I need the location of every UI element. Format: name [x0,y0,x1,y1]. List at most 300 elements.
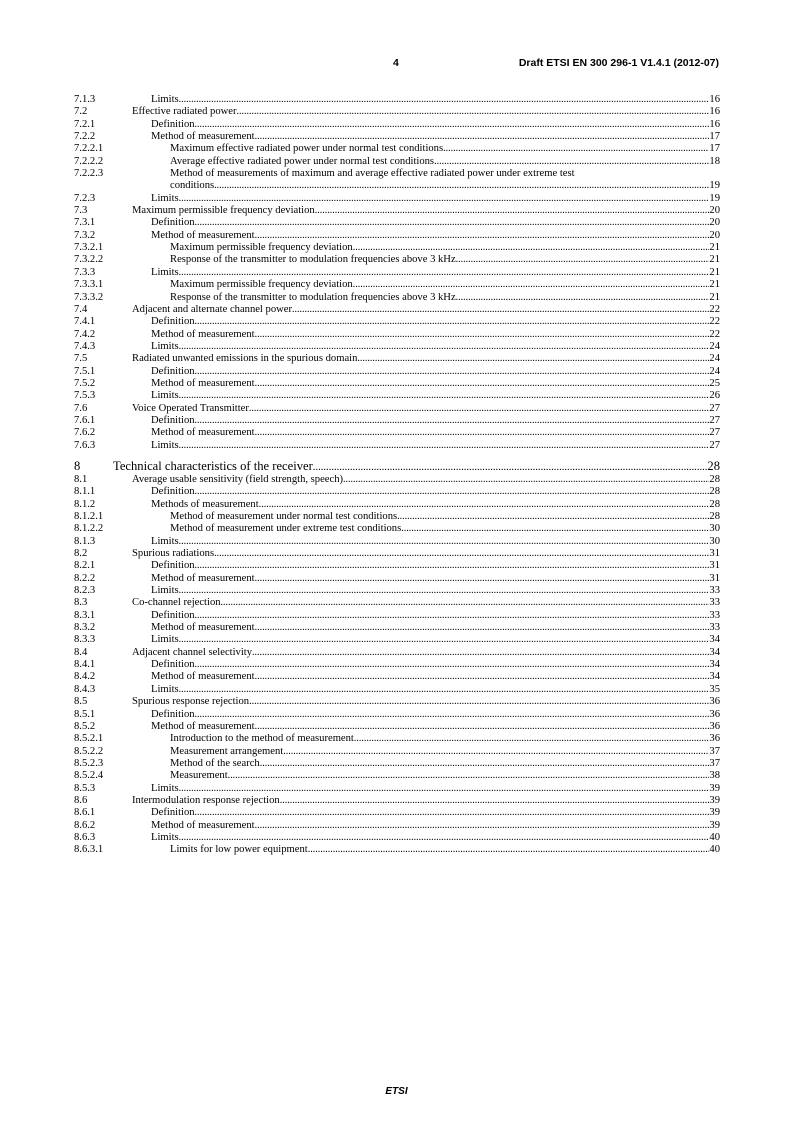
toc-entry-line [74,560,720,572]
toc-section-number: 7.6.1 [74,414,96,426]
toc-entry[interactable] [74,709,720,721]
toc-page-number: 22 [709,328,720,340]
toc-entry-line [74,783,720,795]
toc-title: Limits [151,266,179,278]
toc-entry[interactable] [74,585,720,597]
toc-section-number: 8.5.2.3 [74,757,104,769]
toc-section-number: 7.1.3 [74,94,96,105]
toc-section-number: 7.2.2.2 [74,155,104,167]
toc-section-number: 7.3 [74,205,88,217]
toc-entry[interactable] [74,820,720,832]
toc-entry[interactable] [74,119,720,131]
toc-section-number: 7.4.3 [74,340,96,352]
toc-page-number: 40 [709,844,720,856]
toc-dot-leader [195,659,710,671]
toc-title: Definition [151,365,195,377]
toc-section-number: 8.5.1 [74,708,96,720]
toc-entry[interactable] [74,217,720,229]
toc-dot-leader [255,820,710,832]
toc-entry[interactable] [74,94,720,106]
toc-page-number: 30 [709,523,720,535]
toc-entry-line [74,403,720,415]
toc-page-number: 38 [709,770,720,782]
toc-dot-leader [195,217,710,229]
toc-page-number: 21 [709,242,720,254]
toc-page-number: 34 [709,634,720,646]
toc-title: Introduction to the method of measurement [170,733,354,745]
toc-page-number: 19 [709,192,720,204]
toc-section-number: 7.3.2.2 [74,254,104,266]
toc-entry[interactable] [74,807,720,819]
toc-entry[interactable] [74,671,720,683]
toc-entry-line [74,795,720,807]
toc-section-number: 7.2.2.1 [74,143,104,155]
toc-entry-line [74,807,720,819]
toc-page-number: 21 [709,266,720,278]
toc-section-number: 8.4.3 [74,683,96,695]
toc-entry-line [74,659,720,671]
toc-dot-leader [179,585,710,597]
toc-title: Definition [151,659,195,671]
toc-title: Limits [151,390,179,402]
toc-page-number: 27 [709,402,720,414]
toc-section-number: 8.6 [74,794,88,806]
toc-entry-line [74,733,720,745]
toc-title: Method of measurement under extreme test conditions [170,523,402,535]
toc-entry[interactable] [74,696,720,708]
toc-entry[interactable] [74,474,720,486]
toc-section-number: 7.2.1 [74,118,96,130]
toc-title: Method of measurement [151,427,255,439]
toc-entry[interactable] [74,242,720,254]
toc-title: Limits [151,94,179,105]
toc-page-number: 24 [709,365,720,377]
toc-page-number: 20 [709,229,720,241]
toc-title: Maximum permissible frequency deviation [170,242,353,254]
toc-title: Spurious radiations [132,548,215,560]
toc-page-number: 27 [709,427,720,439]
toc-section-number: 7.4.1 [74,316,96,328]
toc-page-number: 31 [709,548,720,560]
toc-page-number: 33 [709,597,720,609]
toc-title: Limits [151,585,179,597]
toc-title: conditions [170,180,215,192]
toc-entry[interactable] [74,634,720,646]
toc-section-number: 8.4.1 [74,659,96,671]
toc-title: Method of measurement [151,229,255,241]
toc-entry-line [74,684,720,696]
toc-section-number: 8.3.2 [74,622,96,634]
toc-dot-leader [179,536,710,548]
toc-dot-leader [308,844,710,856]
toc-title: Method of measurement [151,671,255,683]
toc-entry-line [74,696,720,708]
toc-entry[interactable] [74,304,720,316]
toc-entry-line [74,143,720,155]
toc-dot-leader [179,684,710,696]
toc-entry-line [74,366,720,378]
toc-entry-line [74,647,720,659]
toc-dot-leader [214,180,709,192]
toc-title: Limits [151,831,179,843]
toc-entry[interactable] [74,279,720,291]
toc-page-number: 36 [709,720,720,732]
toc-section-number: 8.5.3 [74,782,96,794]
toc-dot-leader [252,647,709,659]
toc-dot-leader [434,156,709,168]
toc-dot-leader [255,622,710,634]
toc-dot-leader [221,597,710,609]
toc-title: Definition [151,118,195,130]
toc-section-number: 7.3.3 [74,266,96,278]
toc-entry-line [74,230,720,242]
toc-title: Limits [151,535,179,547]
toc-dot-leader [397,511,709,523]
toc-entry-line [74,709,720,721]
toc-page-number: 39 [709,782,720,794]
toc-entry-line [74,106,720,118]
toc-entry-line [74,548,720,560]
toc-page-number: 36 [709,708,720,720]
toc-section-number: 7.2 [74,106,88,118]
toc-page-number: 21 [709,254,720,266]
toc-title: Response of the transmitter to modulation frequencies above 3 kHz [170,291,456,303]
toc-entry[interactable] [74,647,720,659]
toc-entry[interactable] [74,733,720,745]
toc-dot-leader [292,304,709,316]
toc-entry[interactable] [74,267,720,279]
toc-title: Voice Operated Transmitter [132,402,249,414]
toc-section-number: 8.2.1 [74,560,96,572]
toc-entry[interactable] [74,548,720,560]
toc-dot-leader [179,783,710,795]
toc-title: Adjacent and alternate channel power [132,303,293,315]
toc-entry[interactable] [74,292,720,304]
toc-entry-line [74,585,720,597]
toc-entry[interactable] [74,523,720,535]
toc-title: Methods of measurement [151,498,259,510]
toc-entry[interactable] [74,440,720,452]
toc-page-number: 16 [709,106,720,118]
toc-page-number: 37 [709,757,720,769]
toc-title: Average usable sensitivity (field strength, speech) [132,473,344,485]
toc-page-number: 18 [709,155,720,167]
toc-section-number: 8.1.1 [74,486,96,498]
toc-page-number: 31 [709,560,720,572]
toc-entry-line [74,341,720,353]
toc-dot-leader [214,548,709,560]
toc-title: Limits [151,634,179,646]
toc-dot-leader [280,795,710,807]
toc-section-number: 8.1.3 [74,535,96,547]
toc-title: Definition [151,316,195,328]
toc-entry[interactable] [74,597,720,609]
toc-entry-line [74,119,720,131]
toc-entry[interactable] [74,684,720,696]
toc-dot-leader [456,292,710,304]
toc-page-number: 40 [709,831,720,843]
toc-page-number: 20 [709,205,720,217]
toc-page-number: 19 [709,180,720,192]
toc-entry-line [74,180,720,192]
toc-section-number: 7.3.3.2 [74,291,104,303]
toc-entry[interactable] [74,403,720,415]
toc-dot-leader [249,403,710,415]
toc-entry[interactable] [74,746,720,758]
toc-dot-leader [353,279,710,291]
toc-dot-leader [179,267,710,279]
toc-page-number: 35 [709,683,720,695]
toc-entry[interactable] [74,378,720,390]
toc-entry[interactable] [74,721,720,733]
toc-entry-line [74,622,720,634]
toc-entry[interactable] [74,536,720,548]
toc-page-number: 28 [709,473,720,485]
toc-page-number: 39 [709,807,720,819]
toc-page-number: 33 [709,585,720,597]
toc-entry[interactable] [74,499,720,511]
toc-entry-line [74,390,720,402]
toc-dot-leader [195,366,710,378]
toc-section-number: 7.5.1 [74,365,96,377]
toc-section-number: 7.3.1 [74,217,96,229]
document-title: Draft ETSI EN 300 296-1 V1.4.1 (2012-07) [518,57,719,69]
toc-page-number: 33 [709,622,720,634]
toc-title: Definition [151,807,195,819]
toc-entry[interactable] [74,795,720,807]
toc-entry-line [74,254,720,266]
toc-entry[interactable] [74,486,720,498]
toc-entry[interactable] [74,610,720,622]
toc-dot-leader [179,440,710,452]
page-footer: ETSI [385,1086,408,1097]
toc-page-number: 34 [709,646,720,658]
toc-entry[interactable] [74,353,720,365]
toc-entry-line [74,610,720,622]
toc-title: Limits [151,192,179,204]
toc-entry[interactable] [74,366,720,378]
toc-section-number: 8.2.2 [74,572,96,584]
toc-dot-leader [195,560,710,572]
toc-title: Adjacent channel selectivity [132,646,253,658]
toc-entry-line [74,758,720,770]
toc-title: Limits [151,782,179,794]
toc-page-number: 27 [709,439,720,451]
toc-entry[interactable] [74,783,720,795]
page-number: 4 [393,57,399,69]
toc-section-number: 8.1.2.1 [74,511,104,522]
toc-title: Spurious response rejection [132,696,250,708]
toc-title: Definition [151,217,195,229]
toc-entry-line [74,634,720,646]
toc-entry-line [74,844,720,856]
toc-page-number: 28 [709,511,720,522]
toc-page-number: 30 [709,535,720,547]
toc-section-number: 8.3 [74,597,88,609]
toc-entry[interactable] [74,205,720,217]
toc-entry[interactable] [74,622,720,634]
toc-title: Definition [151,609,195,621]
toc-entry-line [74,242,720,254]
toc-title: Method of measurement [151,622,255,634]
toc-dot-leader [195,610,710,622]
toc-dot-leader [260,758,710,770]
toc-section-number: 8.3.3 [74,634,96,646]
toc-section-number: 7.5.3 [74,390,96,402]
toc-title: Maximum effective radiated power under normal test conditions [170,143,444,155]
toc-entry-line [74,279,720,291]
toc-page-number: 34 [709,671,720,683]
toc-title: Measurement [170,770,228,782]
toc-section-number: 7.3.3.1 [74,279,104,291]
toc-title: Effective radiated power [132,106,237,118]
page-header [0,57,793,73]
toc-entry-line [74,770,720,782]
toc-section-number: 8.4.2 [74,671,96,683]
toc-dot-leader [255,131,710,143]
toc-entry[interactable] [74,329,720,341]
table-of-contents [74,94,720,857]
toc-dot-leader [179,193,710,205]
toc-dot-leader [255,573,710,585]
toc-entry[interactable] [74,390,720,402]
toc-section-number: 7.2.3 [74,192,96,204]
toc-section-number: 8.6.3 [74,831,96,843]
toc-entry-line [74,573,720,585]
toc-dot-leader [195,807,710,819]
toc-dot-leader [195,709,710,721]
toc-entry[interactable] [74,770,720,782]
toc-entry[interactable] [74,143,720,155]
toc-title: Radiated unwanted emissions in the spurious domain [132,353,358,365]
toc-page-number: 16 [709,94,720,105]
toc-section-number: 7.4.2 [74,328,96,340]
toc-title: Method of measurement under normal test conditions [170,511,398,522]
toc-entry[interactable] [74,832,720,844]
toc-dot-leader [195,316,710,328]
toc-dot-leader [179,832,710,844]
toc-entry-line [74,511,720,523]
toc-dot-leader [401,523,709,535]
toc-title: Response of the transmitter to modulation frequencies above 3 kHz [170,254,456,266]
toc-page-number: 17 [709,131,720,143]
toc-entry-line [74,205,720,217]
toc-entry[interactable] [74,193,720,205]
toc-page-number: 24 [709,353,720,365]
toc-title: Method of measurement [151,819,255,831]
toc-section-number: 8.1.2 [74,498,96,510]
toc-section-number: 8.6.2 [74,819,96,831]
toc-page-number: 37 [709,745,720,757]
toc-entry-line [74,474,720,486]
toc-entry[interactable] [74,230,720,242]
toc-dot-leader [249,696,709,708]
toc-section-number: 7.3.2 [74,229,96,241]
toc-entry[interactable] [74,573,720,585]
toc-entry-line [74,671,720,683]
toc-entry[interactable] [74,168,720,193]
toc-entry[interactable] [74,341,720,353]
toc-entry[interactable] [74,415,720,427]
toc-dot-leader [228,770,710,782]
toc-section-number: 8.5.2.4 [74,770,104,782]
toc-entry[interactable] [74,659,720,671]
toc-page-number: 24 [709,340,720,352]
toc-entry-line [74,440,720,452]
toc-page-number: 28 [709,498,720,510]
toc-dot-leader [179,390,710,402]
toc-entry[interactable] [74,560,720,572]
toc-title: Method of measurement [151,131,255,143]
toc-dot-leader [195,415,710,427]
toc-entry[interactable] [74,427,720,439]
toc-section-number: 8 [74,458,81,473]
toc-entry-line [74,746,720,758]
toc-entry[interactable] [74,156,720,168]
toc-title: Method of the search [170,757,260,769]
toc-dot-leader [353,242,710,254]
toc-section-number: 8.5.2.2 [74,745,104,757]
toc-page-number: 34 [709,659,720,671]
toc-section-number: 7.5.2 [74,377,96,389]
toc-entry-line [74,193,720,205]
toc-title: Limits for low power equipment [170,844,308,856]
toc-dot-leader [255,427,710,439]
toc-entry[interactable] [74,758,720,770]
toc-page-number: 36 [709,733,720,745]
toc-title: Definition [151,560,195,572]
toc-entry-line [74,415,720,427]
toc-entry-line [74,427,720,439]
toc-dot-leader [237,106,710,118]
toc-dot-leader [179,94,710,106]
toc-page-number: 28 [707,458,720,473]
toc-entry[interactable] [74,106,720,118]
toc-entry[interactable] [74,254,720,266]
toc-dot-leader [179,634,710,646]
toc-title: Method of measurement [151,328,255,340]
toc-title: Method of measurement [151,377,255,389]
toc-entry-line [74,820,720,832]
toc-dot-leader [195,486,710,498]
toc-page-number: 21 [709,291,720,303]
toc-entry-line [74,131,720,143]
toc-title: Definition [151,486,195,498]
toc-dot-leader [283,746,709,758]
toc-title: Definition [151,708,195,720]
toc-page-number: 17 [709,143,720,155]
toc-dot-leader [259,499,710,511]
toc-page-number: 33 [709,609,720,621]
toc-page-number: 36 [709,696,720,708]
toc-entry-line [74,329,720,341]
toc-section-number: 8.2.3 [74,585,96,597]
toc-entry[interactable] [74,511,720,523]
toc-title: Measurement arrangement [170,745,284,757]
toc-entry[interactable] [74,458,720,474]
toc-entry[interactable] [74,316,720,328]
toc-section-number: 8.4 [74,646,88,658]
toc-section-number: 7.5 [74,353,88,365]
toc-title: Limits [151,340,179,352]
toc-entry-line [74,267,720,279]
toc-entry[interactable] [74,844,720,856]
toc-entry[interactable] [74,131,720,143]
toc-section-number: 7.6.3 [74,439,96,451]
toc-section-number: 7.2.2 [74,131,96,143]
toc-page-number: 39 [709,794,720,806]
toc-page-number: 22 [709,316,720,328]
